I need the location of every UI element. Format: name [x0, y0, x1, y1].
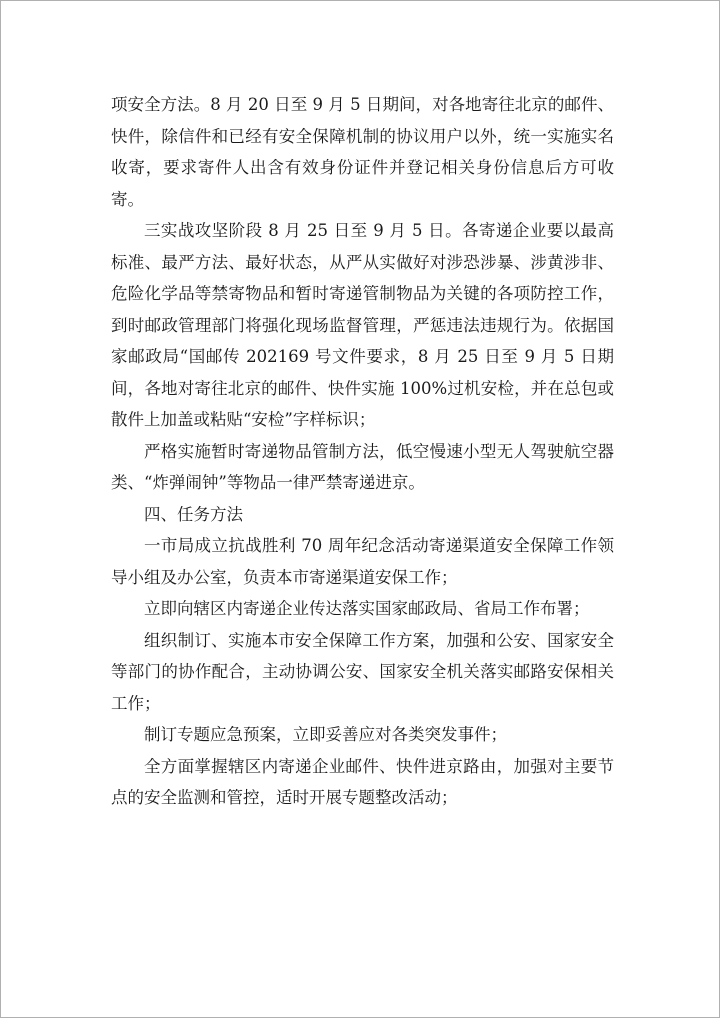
paragraph-1: 项安全方法。8 月 20 日至 9 月 5 日期间，对各地寄往北京的邮件、快件，除信件和已经有安全保障机制的协议用户以外，统一实施实名收寄，要求寄件人出含有效身份证件并登记相关身份信息后方可收寄。: [111, 95, 614, 209]
paragraph-6: 立即向辖区内寄递企业传达落实国家邮政局、省局工作布署；: [144, 599, 590, 618]
paragraph-8: 制订专题应急预案，立即妥善应对各类突发事件；: [144, 725, 507, 744]
paragraph-2: 三实战攻坚阶段 8 月 25 日至 9 月 5 日。各寄递企业要以最高标准、最严方法、最好状态，从严从实做好对涉恐涉暴、涉黄涉非、危险化学品等禁寄物品和暂时寄递管制物品为关键的各项防控工作，到时邮政管理部门将强化现场监督管理，严惩违法违规行为。依据国家邮政局“国邮传 202169 号文件要求，8 月 25 日至 9 月 5 日期间，各地对寄往北京的邮件、快件实施 100%过机安检，并在总包或散件上加盖或粘贴“安检”字样标识；: [111, 221, 614, 429]
paragraph-7: 组织制订、实施本市安全保障工作方案，加强和公安、国家安全等部门的协作配合，主动协调公安、国家安全机关落实邮路安保相关工作；: [111, 630, 614, 713]
paragraph-9: 全方面掌握辖区内寄递企业邮件、快件进京路由，加强对主要节点的安全监测和管控，适时开展专题整改活动；: [111, 756, 614, 807]
document-body: [111, 89, 614, 814]
paragraph-5: 一市局成立抗战胜利 70 周年纪念活动寄递渠道安全保障工作领导小组及办公室，负责本市寄递渠道安保工作；: [111, 536, 614, 587]
paragraph-3: 严格实施暂时寄递物品管制方法，低空慢速小型无人驾驶航空器类、“炸弹闹钟”等物品一律严禁寄递进京。: [111, 441, 614, 492]
section-heading: 四、任务方法: [144, 504, 243, 524]
